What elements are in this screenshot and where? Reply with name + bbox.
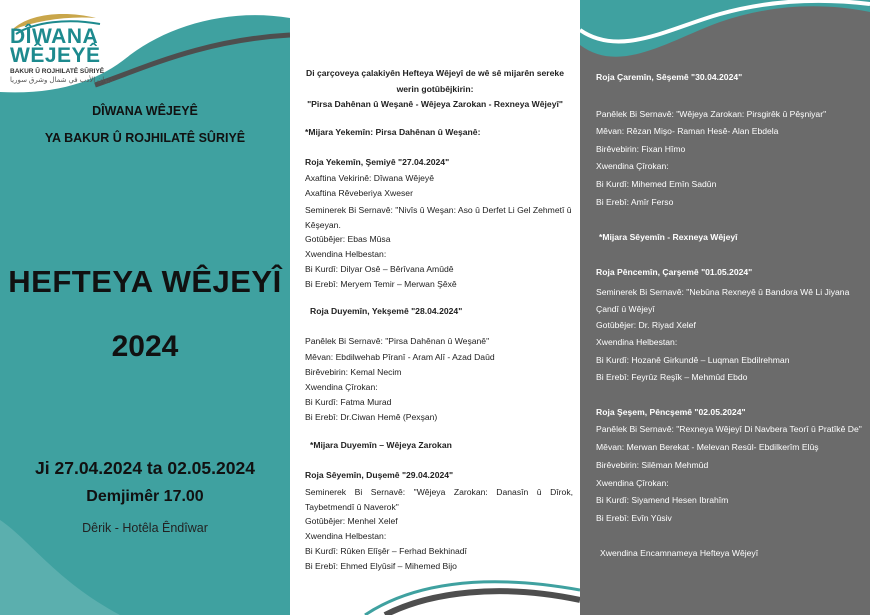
day-3-line: Gotûbêjer: Menhel Xelef	[305, 516, 398, 526]
event-title: HEFTEYA WÊJEYÎ	[8, 264, 282, 299]
day-1-line: Gotûbêjer: Ebas Mûsa	[305, 234, 391, 244]
day-1-title: Roja Yekemîn, Şemiyê "27.04.2024"	[305, 157, 450, 167]
day-6-line: Bi Erebî: Evîn Yûsiv	[596, 513, 672, 523]
intro-topics: "Pirsa Dahênan û Weşanê - Wêjeya Zarokan - Rexneya Wêjeyî"	[307, 99, 563, 109]
day-2-line: Xwendina Çîrokan:	[305, 382, 378, 392]
day-4-title: Roja Çaremîn, Sêşemê "30.04.2024"	[596, 72, 743, 82]
organization-name: DÎWANA WÊJEYÊ	[92, 104, 198, 118]
day-4-line: Bi Kurdî: Mihemed Emîn Sadûn	[596, 179, 717, 189]
cover-panel	[0, 0, 290, 615]
day-3-line: Xwendina Helbestan:	[305, 531, 387, 541]
intro-line-1: Di çarçoveya çalakiyên Hefteya Wêjeyî de wê sê mijarên sereke	[306, 68, 564, 78]
day-5-line: Gotûbêjer: Dr. Riyad Xelef	[596, 320, 696, 330]
day-6-line: Mêvan: Merwan Berekat - Melevan Resûl- Ebdilkerîm Elûş	[596, 442, 819, 452]
day-3-line: Bi Kurdî: Rûken Elîşêr – Ferhad Bekhinadî	[305, 546, 467, 556]
day-5-line: Bi Erebî: Feyrûz Reşîk – Mehmûd Ebdo	[596, 372, 748, 382]
topic-1-heading: *Mijara Yekemîn: Pirsa Dahênan û Weşanê:	[305, 127, 481, 137]
day-3-line: Bi Erebî: Ehmed Elyûsif – Mihemed Bijo	[305, 561, 457, 571]
day-1-line: Axaftina Vekirinê: Dîwana Wêjeyê	[305, 173, 434, 183]
day-6-line: Bi Kurdî: Siyamend Hesen Ibrahîm	[596, 495, 729, 505]
day-2-line: Panêlek Bi Sernavê: "Pirsa Dahênan û Weşanê"	[305, 336, 490, 346]
logo-title: DÎWANA	[10, 25, 99, 48]
program-panel-right	[580, 0, 870, 615]
day-4-line: Panêlek Bi Sernavê: "Wêjeya Zarokan: Pirsgirêk û Pêşniyar"	[596, 109, 827, 119]
event-venue: Dêrik - Hotêla Êndîwar	[82, 521, 208, 535]
day-6-title: Roja Şeşem, Pêncşemê "02.05.2024"	[596, 407, 746, 417]
day-1-line: Bi Erebî: Meryem Temir – Merwan Şêxê	[305, 279, 457, 289]
day-3-seminar: Seminerek Bi Sernavê: "Wêjeya Zarokan: Danasîn û Dîrok, Taybetmendî û Naverok"	[305, 487, 573, 512]
day-5-title: Roja Pêncemîn, Çarşemê "01.05.2024"	[596, 267, 753, 277]
day-5-line: Xwendina Helbestan:	[596, 337, 678, 347]
program-panel-middle	[290, 0, 580, 615]
intro-line-2: werin gotûbêjkirin:	[396, 84, 474, 94]
topic-3-heading: *Mijara Sêyemîn - Rexneya Wêjeyî	[599, 232, 738, 242]
day-2-title: Roja Duyemîn, Yekşemê "28.04.2024"	[310, 306, 463, 316]
event-time: Demjimêr 17.00	[86, 488, 204, 505]
day-5-line: Bi Kurdî: Hozanê Girkundê – Luqman Ebdilrehman	[596, 355, 790, 365]
day-2-line: Mêvan: Ebdilwehab Pîranî - Aram Alî - Azad Daûd	[305, 352, 495, 362]
day-5-seminar: Seminerek Bi Sernavê: "Nebûna Rexneyê û Bandora Wê Li Jiyana Çandî û Wêjeyî	[596, 287, 850, 314]
closing-line: Xwendina Encamnameya Hefteya Wêjeyî	[600, 548, 759, 558]
logo-arabic: ديوان الأدب في شمال وشرق سوريا	[10, 77, 113, 84]
day-4-line: Xwendina Çîrokan:	[596, 161, 669, 171]
day-1-line: Bi Kurdî: Dilyar Osê – Bêrîvana Amûdê	[305, 264, 454, 274]
day-2-line: Bi Kurdî: Fatma Murad	[305, 397, 392, 407]
day-1-seminar: Seminerek Bi Sernavê: "Nivîs û Weşan: Aso û Derfet Li Gel Zehmetî û Kêşeyan.	[305, 205, 572, 230]
day-1-line: Xwendina Helbestan:	[305, 249, 387, 259]
day-4-line: Mêvan: Rêzan Mişo- Raman Hesê- Alan Ebdela	[596, 126, 779, 136]
logo-title-line2: WÊJEYÊ	[10, 44, 101, 67]
day-2-line: Bi Erebî: Dr.Ciwan Hemê (Pexşan)	[305, 412, 438, 422]
day-4-line: Birêvebirin: Fixan Hîmo	[596, 144, 686, 154]
day-3-title: Roja Sêyemîn, Duşemê "29.04.2024"	[305, 470, 454, 480]
day-6-line: Panêlek Bi Sernavê: "Rexneya Wêjeyî Di Navbera Teorî û Pratîkê De"	[596, 424, 862, 434]
logo-subtitle: BAKUR Û ROJHILATÊ SÛRIYÊ	[10, 68, 105, 75]
day-4-line: Bi Erebî: Amîr Ferso	[596, 197, 674, 207]
topic-2-heading: *Mijara Duyemîn – Wêjeya Zarokan	[310, 440, 452, 450]
organization-region: YA BAKUR Û ROJHILATÊ SÛRIYÊ	[44, 131, 246, 145]
event-year: 2024	[111, 330, 179, 363]
day-2-line: Birêvebirin: Kemal Necim	[305, 367, 402, 377]
day-6-line: Xwendina Çîrokan:	[596, 478, 669, 488]
event-dates: Ji 27.04.2024 ta 02.05.2024	[35, 458, 255, 478]
day-6-line: Birêvebirin: Silêman Mehmûd	[596, 460, 709, 470]
day-1-line: Axaftina Rêveberiya Xweser	[305, 188, 413, 198]
